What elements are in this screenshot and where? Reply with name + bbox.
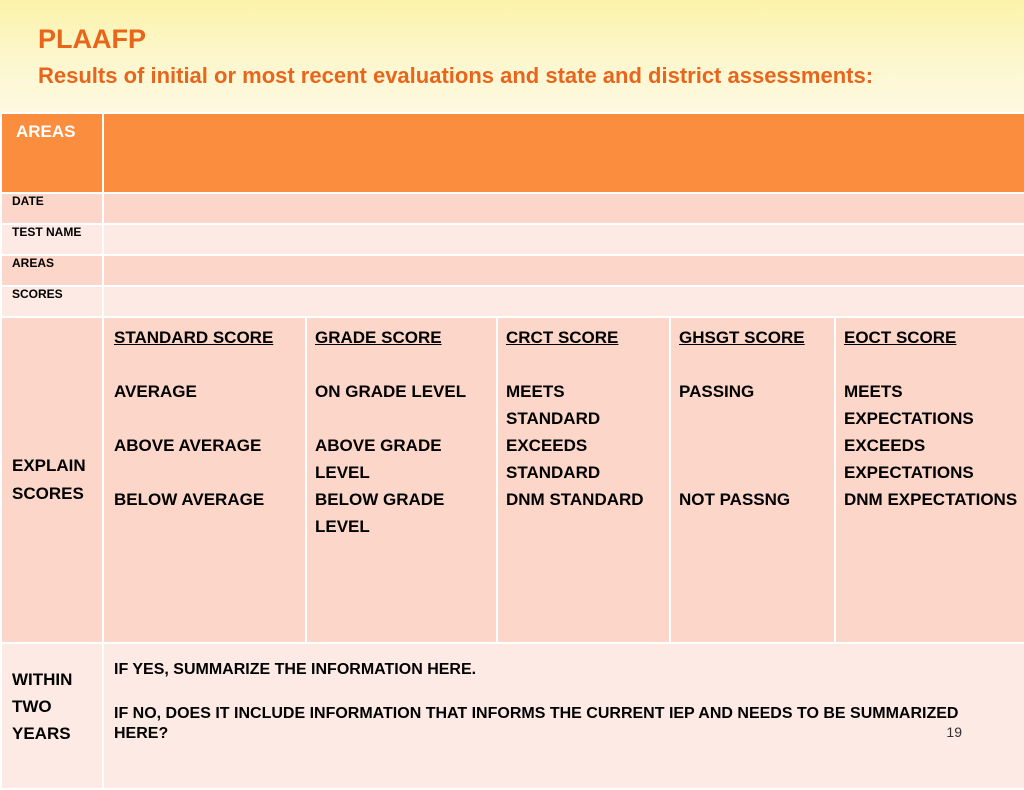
score-heading-grade: GRADE SCORE (315, 328, 442, 347)
within-no-text: IF NO, DOES IT INCLUDE INFORMATION THAT INFORMS THE CURRENT IEP AND NEEDS TO BE SUMMARIZED HERE? (114, 705, 959, 742)
score-item: ABOVE GRADE LEVEL (315, 436, 442, 482)
areas-header-cell: AREAS (1, 113, 103, 193)
row-label-explain-scores (1, 317, 103, 643)
table-row-scores (1, 286, 1024, 317)
within-label-line1: WITHIN (12, 670, 73, 689)
row-value-test-name (103, 224, 1024, 255)
score-heading-crct: CRCT SCORE (506, 328, 619, 347)
within-label-line2: TWO (12, 697, 52, 716)
table-row-test-name (1, 224, 1024, 255)
table-row-within-two-years (1, 643, 1024, 789)
table-row-date (1, 193, 1024, 224)
score-column-ghsgt (670, 318, 835, 642)
score-item: ABOVE AVERAGE (114, 436, 262, 455)
table-header-row (1, 113, 1024, 193)
score-heading-ghsgt: GHSGT SCORE (679, 328, 805, 347)
slide-subtitle: Results of initial or most recent evaluations and state and district assessments: (38, 63, 874, 88)
score-column-eoct (835, 318, 1024, 642)
row-label-test-name: TEST NAME (1, 224, 103, 255)
score-item (679, 432, 826, 486)
row-label-scores: SCORES (1, 286, 103, 317)
row-label-areas: AREAS (1, 255, 103, 286)
score-item: BELOW AVERAGE (114, 490, 265, 509)
row-label-date: DATE (1, 193, 103, 224)
score-item: NOT PASSNG (679, 490, 791, 509)
score-item: MEETS EXPECTATIONS (844, 382, 974, 428)
score-item: DNM EXPECTATIONS (844, 490, 1018, 509)
score-item: MEETS STANDARD (506, 382, 601, 428)
slide-page-number: 19 (946, 724, 962, 740)
areas-header-value (103, 113, 1024, 193)
score-item: ON GRADE LEVEL (315, 382, 467, 401)
score-item: AVERAGE (114, 382, 197, 401)
score-types-table (104, 318, 1024, 642)
score-column-standard (104, 318, 306, 642)
score-heading-eoct: EOCT SCORE (844, 328, 957, 347)
score-item: BELOW GRADE LEVEL (315, 490, 445, 536)
score-item: DNM STANDARD (506, 490, 644, 509)
row-label-within-two-years (1, 643, 103, 789)
score-column-grade (306, 318, 497, 642)
within-two-years-cell (103, 643, 1024, 789)
row-value-scores (103, 286, 1024, 317)
table-row-explain-scores (1, 317, 1024, 643)
explain-scores-cell (103, 317, 1024, 643)
score-item: EXCEEDS EXPECTATIONS (844, 436, 974, 482)
plaafp-table (0, 112, 1024, 790)
score-item: EXCEEDS STANDARD (506, 436, 601, 482)
score-item: PASSING (679, 382, 755, 401)
table-row-areas (1, 255, 1024, 286)
row-value-areas (103, 255, 1024, 286)
explain-label-line2: SCORES (12, 484, 84, 503)
score-heading-standard: STANDARD SCORE (114, 328, 274, 347)
within-yes-text: IF YES, SUMMARIZE THE INFORMATION HERE. (114, 661, 477, 678)
score-column-crct (497, 318, 670, 642)
slide-title: PLAAFP (38, 24, 146, 54)
slide-header (0, 0, 1024, 112)
within-label-line3: YEARS (12, 724, 71, 743)
row-value-date (103, 193, 1024, 224)
explain-label-line1: EXPLAIN (12, 456, 86, 475)
